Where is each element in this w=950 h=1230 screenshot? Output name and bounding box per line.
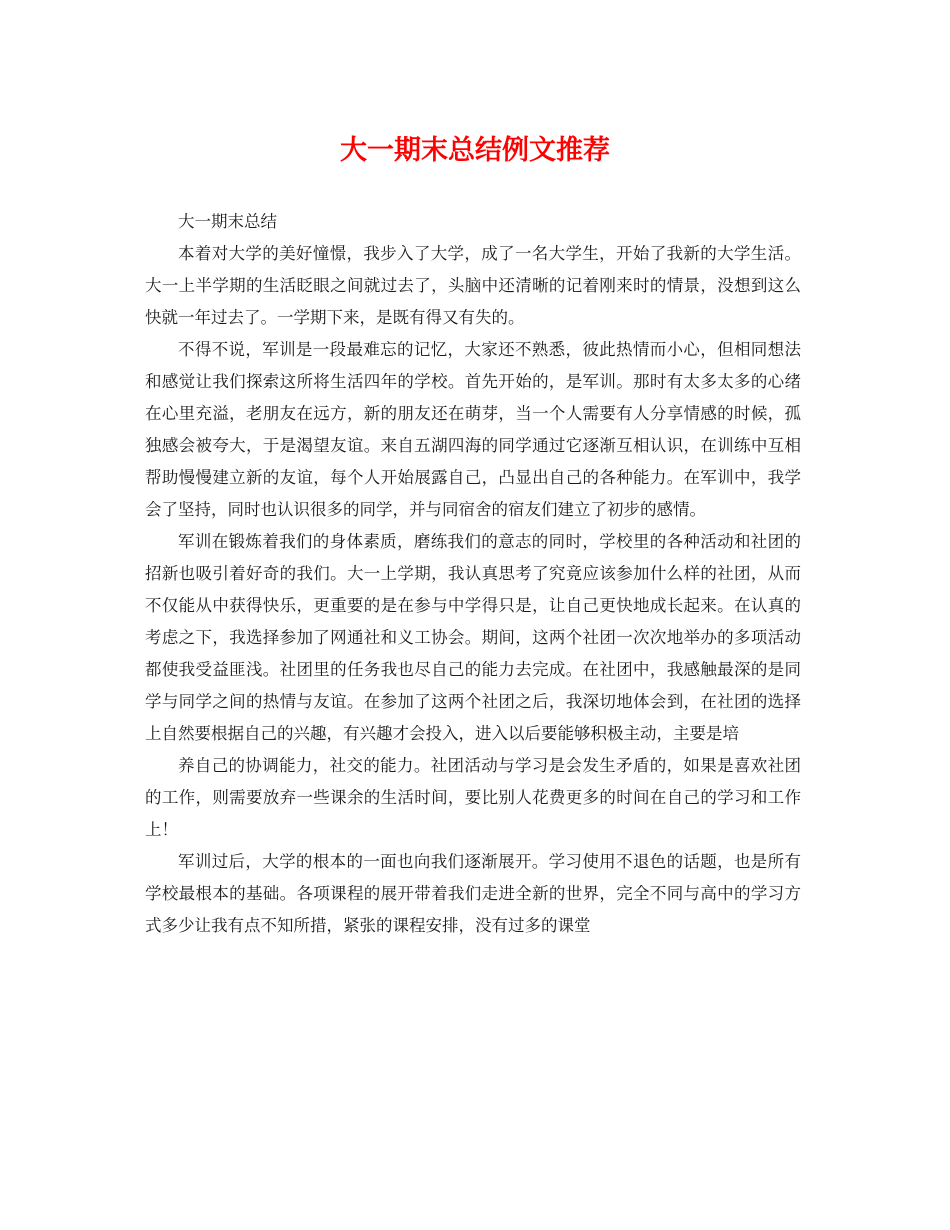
document-body — [145, 206, 801, 942]
paragraph: 本着对大学的美好憧憬，我步入了大学，成了一名大学生，开始了我新的大学生活。大一上半学期的生活眨眼之间就过去了，头脑中还清晰的记着刚来时的情景，没想到这么快就一年过去了。一学期下来，是既有得又有失的。 — [145, 244, 801, 327]
paragraph: 不得不说，军训是一段最难忘的记忆，大家还不熟悉，彼此热情而小心，但相同想法和感觉让我们探索这所将生活四年的学校。首先开始的，是军训。那时有太多太多的心绪在心里充溢，老朋友在远方，新的朋友还在萌芽，当一个人需要有人分享情感的时候，孤独感会被夸大，于是渴望友谊。来自五湖四海的同学通过它逐渐互相认识，在训练中互相帮助慢慢建立新的友谊，每个人开始展露自己，凸显出自己的各种能力。在军训中，我学会了坚持，同时也认识很多的同学，并与同宿舍的宿友们建立了初步的感情。 — [145, 340, 801, 519]
document-title: 大一期末总结例文推荐 — [340, 135, 610, 166]
paragraph: 养自己的协调能力，社交的能力。社团活动与学习是会发生矛盾的，如果是喜欢社团的工作，则需要放弃一些课余的生活时间，要比别人花费更多的时间在自己的学习和工作上！ — [145, 756, 801, 839]
section-heading: 大一期末总结 — [178, 212, 277, 231]
paragraph: 军训过后，大学的根本的一面也向我们逐渐展开。学习使用不退色的话题，也是所有学校最根本的基础。各项课程的展开带着我们走进全新的世界，完全不同与高中的学习方式多少让我有点不知所措，紧张的课程安排，没有过多的课堂 — [145, 852, 801, 935]
paragraph: 军训在锻炼着我们的身体素质，磨练我们的意志的同时，学校里的各种活动和社团的招新也吸引着好奇的我们。大一上学期，我认真思考了究竟应该参加什么样的社团，从而不仅能从中获得快乐，更重要的是在参与中学得只是，让自己更快地成长起来。在认真的考虑之下，我选择参加了网通社和义工协会。期间，这两个社团一次次地举办的多项活动都使我受益匪浅。社团里的任务我也尽自己的能力去完成。在社团中，我感触最深的是同学与同学之间的热情与友谊。在参加了这两个社团之后，我深切地体会到，在社团的选择上自然要根据自己的兴趣，有兴趣才会投入，进入以后要能够积极主动，主要是培 — [145, 532, 801, 743]
